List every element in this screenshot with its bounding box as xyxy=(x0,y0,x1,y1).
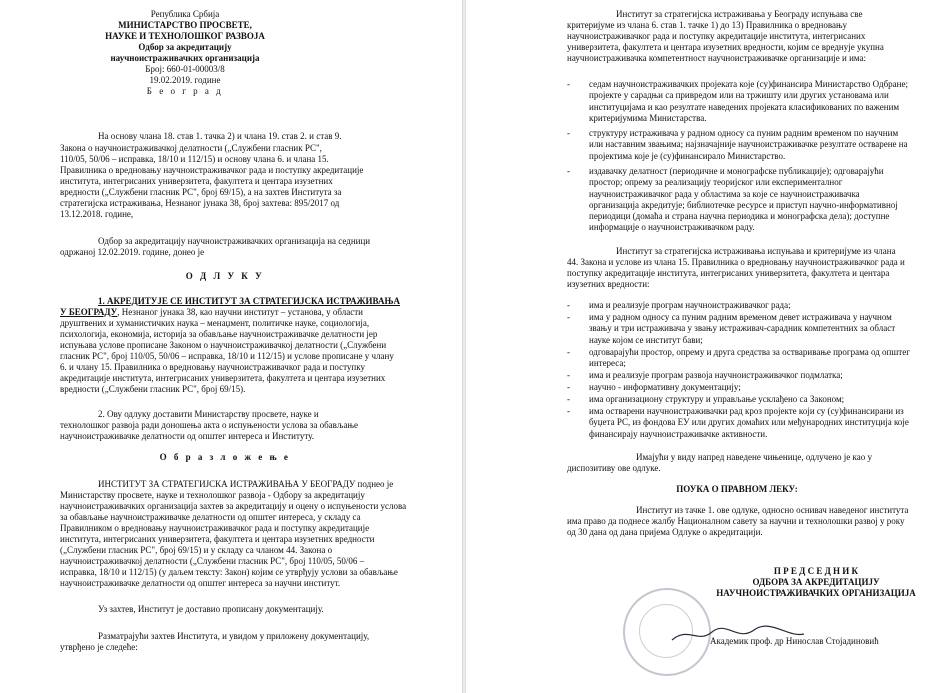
legal-remedy-line: има право да поднесе жалбу Националном савету за научни и технолошки развој у року xyxy=(567,516,905,526)
conclusion-line: диспозитиву ове одлуке. xyxy=(567,463,661,473)
signature-board-2: НАУЧНОИСТРАЖИВАЧКИХ ОРГАНИЗАЦИЈА xyxy=(716,588,916,598)
point1-line: гласник РС", број 110/05, 50/06 – исправка, 18/10 и 112/15) и условe прописане у члану xyxy=(60,351,394,361)
header-ministry: МИНИСТАРСТВО ПРОСВЕТЕ, xyxy=(118,20,252,30)
legal-remedy-line: Институт из тачке 1. ове одлуке, односно оснивач наведеног института xyxy=(636,505,909,515)
requirement-item-line: интереса; xyxy=(589,358,626,369)
decision-title: О Д Л У К У xyxy=(185,271,265,281)
criteria-item-line: структуру истраживача у радном односу са пуним радним временом по научним xyxy=(589,128,899,138)
criteria-item-line: пројекте у сарадњи са привредом или на тржишту или других установама или xyxy=(589,90,889,101)
reasoning-line: научноистраживачких организација захтев за акредитацију и оцену о испуњености услова xyxy=(60,501,407,511)
point2-line: 2. Ову одлуку доставити Министарству просвете, науке и xyxy=(98,409,319,419)
criteria-line: Институт за стратегијска истраживања у Београду испуњава све xyxy=(616,9,863,19)
handwritten-signature xyxy=(668,624,808,646)
review-line: утврђено је следеће: xyxy=(60,642,138,652)
criteria-item-line: пројектима које је (су)финансирало Министарство. xyxy=(589,150,786,161)
reasoning-title: О б р а з л о ж е њ е xyxy=(159,452,291,462)
intro-line: стратегијска истраживања, Незнаног јунака 38, број захтева: 895/2017 од xyxy=(60,198,340,208)
intro-line: Закона о научноистраживачкој делатности („Службени гласник РС", xyxy=(60,143,322,153)
article44-line: изузетних вредности: xyxy=(567,279,650,289)
intro-line: института, интегрисаних универзитета, факултета и центара изузетних xyxy=(60,176,333,186)
requirement-item-line: има у радном односу са пуним радним временом девет истраживача у научном xyxy=(589,312,892,322)
requirement-item-line: звању и три истраживача у звању истраживач-сарадник компетентних за област xyxy=(589,323,896,334)
point1-line: акредитације института, интегрисаних универзитета, факултета и центара изузетних xyxy=(60,373,386,383)
criteria-item-line: научноистраживачког рада у областима за које се научноистраживачка xyxy=(589,188,860,199)
criteria-item-line: седам научноистраживачких пројеката које (су)финансира Министарство Одбране; xyxy=(589,79,908,89)
article44-line: 44. Закона и услове из члана 15. Правилника о вредновању научноистраживачког рада и xyxy=(567,257,905,267)
requirement-item-line: има и реализује програм научноистраживачког рада; xyxy=(589,300,791,310)
criteria-item-line: критеријумима Министарства. xyxy=(589,112,707,123)
signature-title: П Р Е Д С Е Д Н И К xyxy=(773,566,859,576)
reasoning-line: Правилником о вредновању научноистраживачког рада и поступку акредитације xyxy=(60,523,370,533)
criteria-item-line: организација акредитује; библиотечке ресурсе и приступ научно-информативној xyxy=(589,199,898,210)
documents-submitted: Уз захтев, Институт је доставио прописану документацију. xyxy=(98,604,324,614)
reasoning-line: Министарству просвете, науке и технолошког развоја - Одбору за акредитацију xyxy=(60,490,365,500)
requirement-item-line: има остварени научноистраживачки рад кроз пројекте који су (су)финансирани из xyxy=(589,406,904,416)
criteria-item-line: простор; опрему за реализацију теоријског или експерименталног xyxy=(589,177,843,188)
point1-line: вредности („Службени гласник РС", број 69/15). xyxy=(60,384,246,394)
point1-line: 6. и члану 15. Правилника о вредновању научноистраживачког рада и поступку xyxy=(60,362,365,372)
requirement-item-line: одговарајући простор, опрему и друга средства за остваривање програма од општег xyxy=(589,347,910,357)
reasoning-line: ИНСТИТУТ ЗА СТРАТЕГИЈСКА ИСТРАЖИВАЊА У БЕОГРАДУ поднео је xyxy=(98,479,394,489)
reasoning-line: научноистраживачке делатности од општег интереса за научни институт. xyxy=(60,578,341,588)
reasoning-line: за обављање научноистраживачке делатности од општег интереса, у складу са xyxy=(60,512,361,522)
session-line: одржаној 12.02.2019. године, донео је xyxy=(60,247,205,257)
review-line: Разматрајући захтев Института, и увидом у приложену документацију, xyxy=(98,631,370,641)
criteria-line: научноистраживачког рада и поступку акредитације института, интегрисаних xyxy=(567,31,866,41)
point1-heading: 1. АКРЕДИТУЈЕ СЕ ИНСТИТУТ ЗА СТРАТЕГИЈСКА ИСТРАЖИВАЊА xyxy=(98,296,400,306)
requirement-item-line: има и реализује програм развоја научноистраживачког подмлатка; xyxy=(589,370,843,380)
right-page: Институт за стратегијска истраживања у Београду испуњава све критеријуме из члана 6. став 1. тачке 1) до 13) Правилника о вредновању научноистраживачког рада и поступку акредитације института, интегрисаних универзитета, факултета и центара изузетних вредности, којим се вреднује укупна научноистраживачка компетентност научноистраживачке организације и има: - седам научноистраживачких пројеката које (су)финансира Министарство Одбране; пројекте у сарадњи са привредом или на тржишту или других установама или институцијама и као резултате наведених пројеката класификованих по важеним критеријумима Министарства. - структуру истраживача у радном односу са пуним радним временом по научним или наставним звањима; најзначајније научноистраживачке резултате остварене на пројектима које је (су)финансирало Министарство. - издавачку делатност (периодичне и монографске публикације); одговарајући простор; опрему за реализацију теоријског или експерименталног научноистраживачког рада у областима за које се научноистраживачка организација акредитује; библиотечке ресурсе и приступ научно-информативној периодици (домаћа и страна научна периодика и монографска дела); доступне информације о научноистраживачком раду. Институт за стратегијска истраживања испуњава и критеријуме из члана 44. Закона и услове из члана 15. Правилника о вредновању научноистраживачког рада и поступку акредитације института, интегрисаних универзитета, факултета и центара изузетних вредности: - има и реализује програм научноистраживачког рада; - има у радном односу са пуним радним временом девет истраживача у научном звању и три истраживача у звању истраживач-сарадник компетентних за област науке којом се институт бави; - одговарајући простор, опрему и друга средства за остваривање програма од општег интереса; - има и реализује програм развоја научноистраживачког подмлатка; - научно - информативну документацију; - има организациону структуру и управљање усклађено са Законом; - има остварени научноистраживачки рад кроз пројекте који су (су)финансирани из буџета РС, из фондова ЕУ или других домаћих или међународних институција које финансирају научноистраживачке активности. Имајући у виду напред наведене чињенице, одлучено је као у диспозитиву ове одлуке. ПОУКА О ПРАВНОМ ЛЕКУ: Институт из тачке 1. ове одлуке, односно оснивач наведеног института има право да поднесе жалбу Националном савету за научни и технолошки развој у року од 30 дана од дана пријема Одлуке о акредитацији. П Р Е Д С Е Д Н И К ОДБОРА ЗА АКРЕДИТАЦИЈУ НАУЧНОИСТРАЖИВАЧКИХ ОРГАНИЗАЦИЈА Академик проф. др Нинослав Стојадиновић xyxy=(466,0,941,693)
point1-first-line: , Незнаног јунака 38, као научни институт – установа, у области xyxy=(117,307,363,317)
criteria-item-line: или наставним звањима; најзначајније научноистраживачке резултате остварене на xyxy=(589,139,908,150)
session-line: Одбор за акредитацију научноистраживачких организација на седници xyxy=(98,236,371,246)
header-board: Одбор за акредитацију xyxy=(138,42,232,52)
criteria-item-line: издавачку делатност (периодичне и монографске публикације); одговарајући xyxy=(589,166,884,176)
reasoning-line: научноистраживачкој делатности („Службени гласник РС", број 110/05, 50/06 – xyxy=(60,556,365,566)
header-ministry-2: НАУКЕ И ТЕХНОЛОШКОГ РАЗВОЈА xyxy=(105,31,265,41)
requirement-item-line: финансирају научноистраживачке активности. xyxy=(589,428,768,439)
criteria-item-line: периодици (домаћа и страна научна периодика и монографска дела); доступне xyxy=(589,211,890,222)
header-date: 19.02.2019. године xyxy=(149,75,221,85)
signature-board: ОДБОРА ЗА АКРЕДИТАЦИЈУ xyxy=(752,577,880,587)
intro-line: 110/05, 50/06 – исправка, 18/10 и 112/15) и основу члана 6. и члана 15. xyxy=(60,154,329,164)
requirement-item-line: науке којом се институт бави; xyxy=(589,334,703,345)
reasoning-line: („Службени гласник РС", број 69/15) и у складу са чланом 44. Закона о xyxy=(60,545,333,555)
article44-line: поступку акредитације института, интегрисаних универзитета, факултета и центара xyxy=(567,268,890,278)
point1-line: психологија, економија, историја за обављање научноистраживачке делатности јер xyxy=(60,329,378,339)
intro-line: вредности („Службени гласник РС", број 69/15), а на захтев Института за xyxy=(60,187,342,197)
reasoning-line: исправка, 18/10 и 112/15) (у даљем тексту: Закон) којим се утврђују услови за обављање xyxy=(60,567,398,577)
intro-line: На основу члана 18. став 1. тачка 2) и члана 19. став 2. и став 9. xyxy=(98,131,342,141)
point1-lead: У БЕОГРАДУ xyxy=(60,307,118,317)
header-city: Б е о г р а д xyxy=(146,86,224,96)
criteria-line: научноистраживачка компетентност научноистраживачке организације и има: xyxy=(567,53,867,63)
header-board-2: научноистраживачких организација xyxy=(110,53,260,63)
point1-line: друштвених и хуманистичких наука – менаџмент, политичке науке, социологија, xyxy=(60,318,370,328)
conclusion-line: Имајући у виду напред наведене чињенице, одлучено је као у xyxy=(636,452,872,462)
article44-line: Институт за стратегијска истраживања испуњава и критеријуме из члана xyxy=(616,246,896,256)
requirement-item-line: има организациону структуру и управљање усклађено са Законом; xyxy=(589,394,845,404)
reasoning-line: института, интегрисаних универзитета, факултета и центара изузетних вредности xyxy=(60,534,375,544)
criteria-item-line: информације о научноистраживачком раду. xyxy=(589,222,755,233)
point1-line: испуњава услове прописане Законом о научноистраживачкој делатности („Службени xyxy=(60,340,387,350)
point2-line: технолошког развоја ради доношења акта о испуњености услова за обављање xyxy=(60,420,358,430)
criteria-line: критеријуме из члана 6. став 1. тачке 1) до 13) Правилника о вредновању xyxy=(567,20,847,30)
intro-line: 13.12.2018. године, xyxy=(60,209,134,219)
requirement-item-line: буџета РС, из фондова ЕУ или других домаћих или међународних институција које xyxy=(589,417,909,428)
signer-name: Академик проф. др Нинослав Стојадиновић xyxy=(710,636,879,646)
left-page xyxy=(0,0,462,693)
criteria-item-line: институцијама и као резултате наведених пројеката класификованих по важеним xyxy=(589,101,900,112)
requirement-item-line: научно - информативну документацију; xyxy=(589,382,741,392)
legal-remedy-line: од 30 дана од дана пријема Одлуке о акредитацији. xyxy=(567,527,763,537)
legal-remedy-title: ПОУКА О ПРАВНОМ ЛЕКУ: xyxy=(676,484,798,494)
point2-line: научноистраживачке делатности од општег интереса и Институту. xyxy=(60,431,314,441)
header-republic: Република Србија xyxy=(150,9,220,19)
intro-line: Правилника о вредновању научноистраживачког рада и поступку акредитације xyxy=(60,165,364,175)
criteria-line: универзитета, факултета и центара изузетних вредности, којим се вреднује укупна xyxy=(567,42,884,52)
header-number: Број: 660-01-00003/8 xyxy=(145,64,225,74)
